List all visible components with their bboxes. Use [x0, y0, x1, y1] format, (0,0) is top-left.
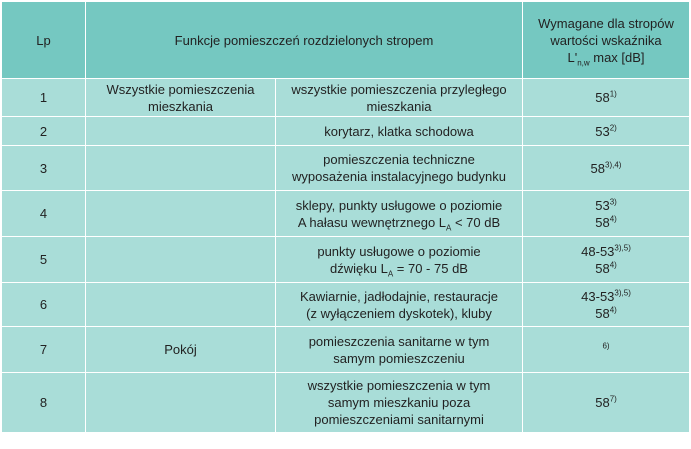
table-row [2, 79, 690, 117]
value-footnote: 3),5) [614, 243, 631, 253]
cell-adjacent-rooms [276, 237, 523, 283]
cell-text-line: samym mieszkaniu poza [327, 395, 471, 410]
cell-value [523, 117, 690, 146]
cell-lp: 7 [2, 327, 86, 373]
cell-text-line: sklepy, punkty usługowe o poziomie [295, 197, 503, 213]
cell-text-line: samym pomieszczeniu [333, 350, 465, 366]
cell-room-group [86, 117, 276, 146]
value-footnote: 3) [609, 197, 617, 207]
header-row [2, 2, 690, 79]
cell-text-subscript: A [446, 223, 452, 233]
cell-value [523, 79, 690, 117]
cell-text-line: korytarz, klatka schodowa [324, 123, 474, 139]
value-number: 58 [595, 260, 610, 276]
header-function: Funkcje pomieszczeń rozdzielonych stropem [86, 2, 523, 79]
header-requirement [523, 2, 690, 79]
cell-text-line: Kawiarnie, jadłodajnie, restauracje [300, 288, 499, 304]
cell-room-group [86, 191, 276, 237]
cell-value [523, 146, 690, 191]
value-footnote: 2) [609, 123, 617, 133]
cell-lp: 3 [2, 146, 86, 191]
table-row [2, 117, 690, 146]
value-line [529, 341, 683, 358]
value-number: 53 [595, 197, 610, 213]
cell-room-group: Pokój [86, 327, 276, 373]
cell-text-pre: dźwięku L [330, 260, 388, 276]
value-footnote: 3),4) [605, 160, 622, 170]
cell-text-line: pomieszczeniami sanitarnymi [314, 412, 484, 427]
value-footnote: 4) [609, 214, 617, 224]
value-number: 58 [595, 214, 610, 230]
value-footnote: 4) [609, 305, 617, 315]
header-req-line2: wartości wskaźnika [550, 32, 662, 48]
header-req-line3 [529, 49, 683, 66]
cell-adjacent-rooms [276, 191, 523, 237]
cell-text-line [282, 214, 516, 231]
cell-adjacent-rooms [276, 327, 523, 373]
cell-text-line: punkty usługowe o poziomie [317, 243, 481, 259]
cell-text-line: wszystkie pomieszczenia w tym [307, 378, 491, 393]
cell-room-group [86, 283, 276, 327]
value-line [529, 197, 683, 214]
cell-lp: 4 [2, 191, 86, 237]
header-req-symbol: L' [567, 49, 578, 65]
cell-adjacent-rooms [276, 283, 523, 327]
value-number: 58 [595, 395, 610, 410]
cell-adjacent-rooms [276, 373, 523, 433]
value-line [529, 243, 683, 260]
cell-text-line: mieszkania [366, 98, 432, 114]
cell-value [523, 237, 690, 283]
cell-lp: 2 [2, 117, 86, 146]
cell-text-line: wyposażenia instalacyjnego budynku [292, 169, 506, 184]
cell-text-line [282, 260, 516, 277]
table-row [2, 191, 690, 237]
value-number: 48-53 [581, 243, 615, 259]
header-req-unit: max [dB] [589, 49, 645, 65]
value-number: 58 [590, 160, 606, 176]
cell-text-post: < 70 dB [451, 214, 501, 230]
cell-text-line: pomieszczenia techniczne [323, 152, 475, 167]
cell-value [523, 283, 690, 327]
table-row [2, 327, 690, 373]
cell-value [523, 373, 690, 433]
cell-lp: 6 [2, 283, 86, 327]
value-line [529, 394, 683, 411]
cell-lp: 8 [2, 373, 86, 433]
table-row [2, 373, 690, 433]
cell-text-line: (z wyłączeniem dyskotek), kluby [306, 305, 492, 321]
value-line [529, 160, 683, 177]
value-number: 53 [595, 123, 610, 139]
cell-lp: 5 [2, 237, 86, 283]
value-line [529, 305, 683, 322]
cell-room-group [86, 237, 276, 283]
cell-text-pre: A hałasu wewnętrznego L [297, 214, 447, 230]
value-footnote: 1) [609, 89, 617, 99]
cell-adjacent-rooms [276, 146, 523, 191]
value-line [529, 89, 683, 106]
table-row [2, 237, 690, 283]
value-line [529, 260, 683, 277]
cell-text-post: = 70 - 75 dB [393, 260, 468, 276]
value-line [529, 214, 683, 231]
value-footnote: 3),5) [614, 288, 631, 298]
cell-adjacent-rooms [276, 117, 523, 146]
cell-room-group: Wszystkie pomieszczenia mieszkania [86, 79, 276, 117]
header-req-subscript: n,w [577, 58, 590, 68]
value-footnote: 6) [602, 341, 610, 351]
value-number: 43-53 [581, 288, 615, 304]
cell-value [523, 327, 690, 373]
cell-text-line: wszystkie pomieszczenia przyległego [291, 81, 507, 97]
header-req-line1: Wymagane dla stropów [538, 15, 674, 31]
value-number: 58 [595, 305, 610, 321]
cell-adjacent-rooms [276, 79, 523, 117]
value-footnote: 4) [609, 260, 617, 270]
table-row [2, 283, 690, 327]
value-number: 58 [595, 90, 610, 105]
cell-room-group [86, 373, 276, 433]
requirements-table [1, 1, 690, 433]
value-line [529, 288, 683, 305]
cell-value [523, 191, 690, 237]
table-row [2, 146, 690, 191]
cell-text-subscript: A [387, 269, 394, 279]
value-line [529, 123, 683, 140]
cell-room-group [86, 146, 276, 191]
cell-text-line: pomieszczenia sanitarne w tym [308, 333, 490, 349]
header-lp: Lp [2, 2, 86, 79]
value-footnote: 7) [609, 394, 617, 404]
cell-lp: 1 [2, 79, 86, 117]
